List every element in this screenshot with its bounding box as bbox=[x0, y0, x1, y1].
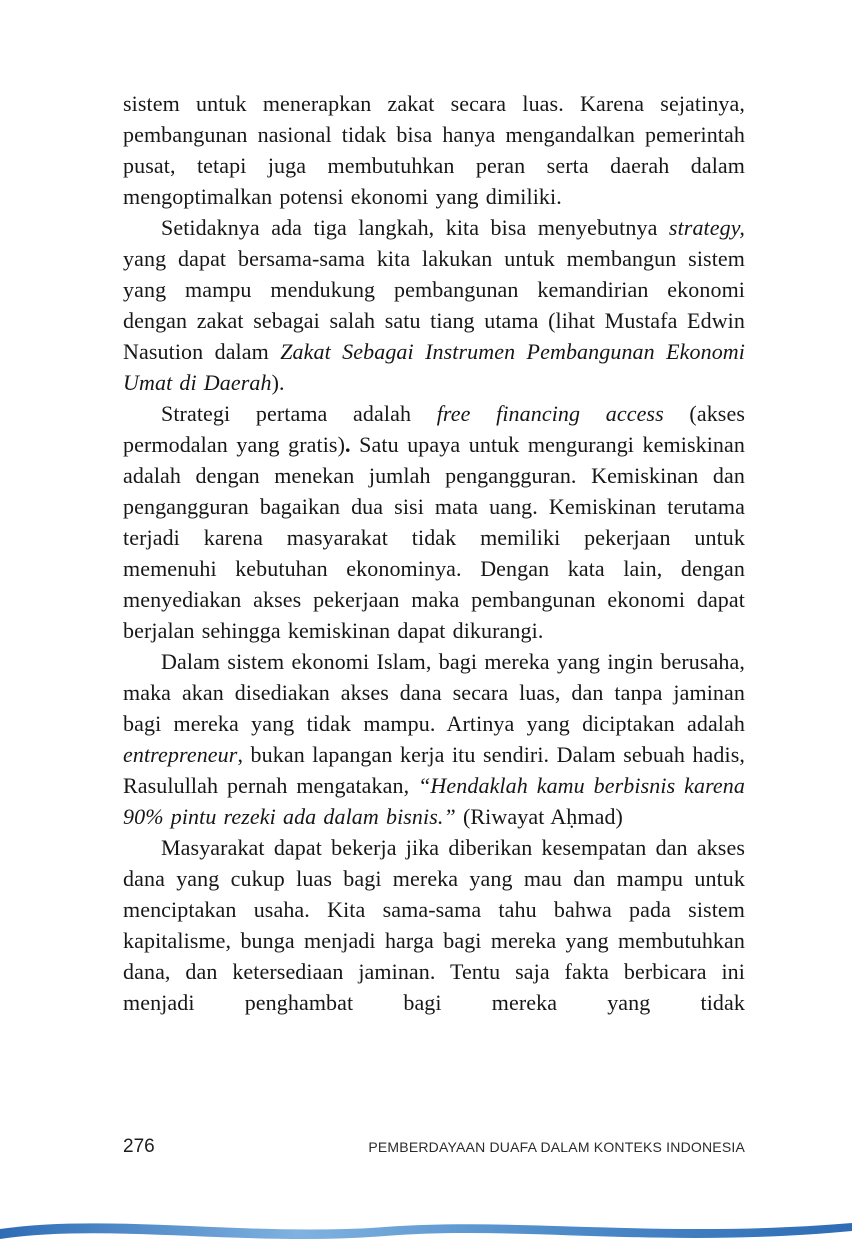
italic-text-run: entrepreneur bbox=[123, 742, 238, 767]
running-footer-title: PEMBERDAYAAN DUAFA DALAM KONTEKS INDONESIA bbox=[368, 1139, 745, 1155]
page-number: 276 bbox=[123, 1136, 155, 1157]
bold-text-run: . bbox=[345, 432, 351, 457]
text-run: ). bbox=[271, 370, 285, 395]
body-text bbox=[123, 88, 745, 1018]
text-run: Setidaknya ada tiga langkah, kita bisa menyebutnya bbox=[161, 215, 669, 240]
text-run: yang dapat bersama-sama kita lakukan untuk membangun sistem yang mampu mendukung pembangunan kemandirian ekonomi dengan zakat sebagai salah satu tiang utama (lihat Mustafa Edwin Nasution dalam bbox=[123, 246, 745, 364]
italic-text-run: “Hendaklah kamu berbisnis karena 90% pintu rezeki ada dalam bisnis.” bbox=[123, 773, 745, 829]
text-run: (Riwayat Aḥmad) bbox=[455, 804, 623, 829]
paragraph bbox=[123, 212, 745, 398]
paragraph bbox=[123, 88, 745, 212]
text-run: sistem untuk menerapkan zakat secara luas. Karena sejatinya, pembangunan nasional tidak bisa hanya mengandalkan pemerintah pusat, tetapi juga membutuhkan peran serta daerah dalam mengoptimalkan potensi ekonomi yang dimiliki. bbox=[123, 91, 745, 209]
text-run: (akses permodalan yang gratis) bbox=[123, 401, 745, 457]
paragraph bbox=[123, 646, 745, 832]
text-run: Dalam sistem ekonomi Islam, bagi mereka yang ingin berusaha, maka akan disediakan akses dana secara luas, dan tanpa jaminan bagi mereka yang tidak mampu. Artinya yang diciptakan adalah bbox=[123, 649, 745, 736]
decorative-wave-border bbox=[0, 1210, 852, 1240]
text-run: Strategi pertama adalah bbox=[161, 401, 437, 426]
italic-text-run: Zakat Sebagai Instrumen Pembangunan Ekonomi Umat di Daerah bbox=[123, 339, 745, 395]
page-footer bbox=[123, 1136, 745, 1158]
paragraph bbox=[123, 832, 745, 1018]
italic-text-run: strategy, bbox=[668, 215, 745, 240]
text-run: Satu upaya untuk mengurangi kemiskinan adalah dengan menekan jumlah pengangguran. Kemiskinan dan pengangguran bagaikan dua sisi mata uang. Kemiskinan terutama terjadi karena masyarakat tidak memiliki pekerjaan untuk memenuhi kebutuhan ekonominya. Dengan kata lain, dengan menyediakan akses pekerjaan maka pembangunan ekonomi dapat berjalan sehingga kemiskinan dapat dikurangi. bbox=[123, 432, 745, 643]
paragraph bbox=[123, 398, 745, 646]
italic-text-run: free financing access bbox=[436, 401, 664, 426]
text-run: , bukan lapangan kerja itu sendiri. Dalam sebuah hadis, Rasulullah pernah mengatakan, bbox=[123, 742, 745, 798]
text-run: Masyarakat dapat bekerja jika diberikan kesempatan dan akses dana yang cukup luas bagi mereka yang mau dan mampu untuk menciptakan usaha. Kita sama-sama tahu bahwa pada sistem kapitalisme, bunga menjadi harga bagi mereka yang membutuhkan dana, dan ketersediaan jaminan. Tentu saja fakta berbicara ini menjadi penghambat bagi mereka yang tidak bbox=[123, 835, 745, 1015]
wave-path bbox=[0, 1223, 852, 1239]
